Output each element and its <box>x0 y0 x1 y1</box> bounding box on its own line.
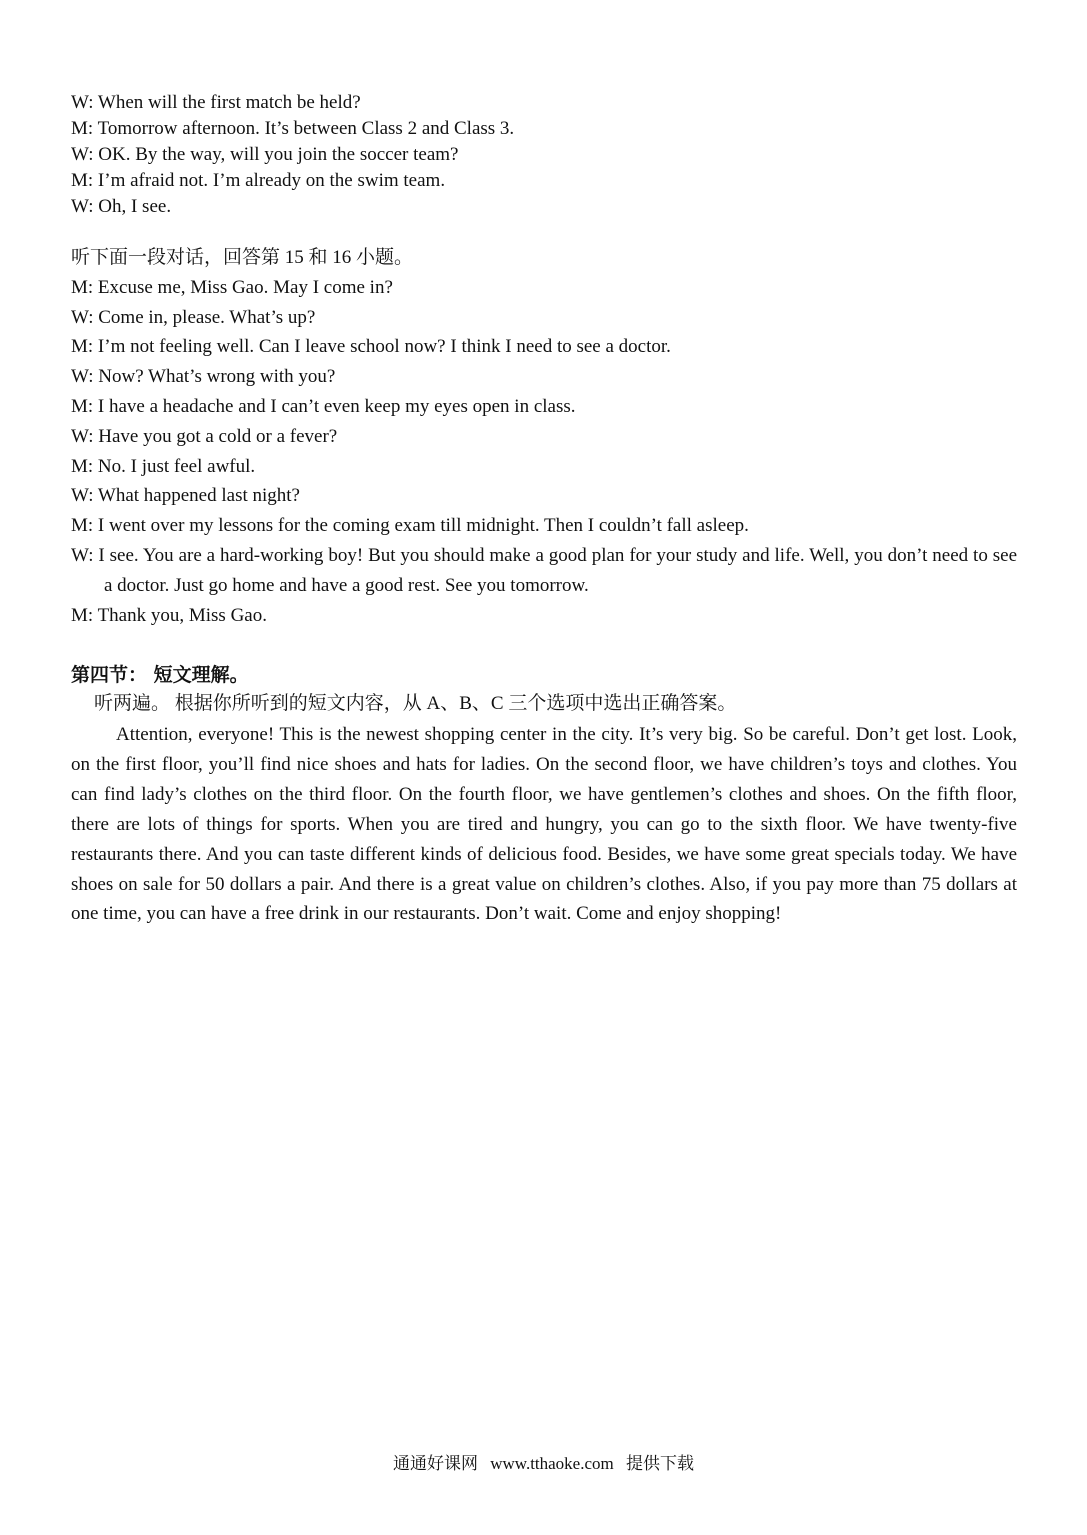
dialogue-section-1 <box>71 90 1017 220</box>
dialogue-line: W: Now? What’s wrong with you? <box>71 366 336 388</box>
dialogue-line: W: Come in, please. What’s up? <box>71 306 316 328</box>
listening-passage: Attention, everyone! This is the newest shopping center in the city. It’s very big. So be careful. Don’t get lost. Look, on the first floor, you’ll find nice shoes and hats for ladies. On the second floor, we have children’s toys and clothes. You can find lady’s clothes on the third floor. On the fourth floor, we have gentlemen’s clothes and shoes. On the fifth floor, there are lots of things for sports. When you are tired and hungry, you can go to the sixth floor. We have twenty-five restaurants there. And you can taste different kinds of delicious food. Besides, we have some great specials today. We have shoes on sale for 50 dollars a pair. And there is a great value on children’s clothes. Also, if you pay more than 75 dollars at one time, you can have a free drink in our restaurants. Don’t wait. Come and enjoy shopping! <box>71 724 1017 925</box>
page-footer <box>0 1452 1087 1476</box>
section-four-title: 第四节： 短文理解。 <box>71 664 249 686</box>
dialogue-line: M: Excuse me, Miss Gao. May I come in? <box>71 276 393 298</box>
dialogue-line: M: I’m not feeling well. Can I leave school now? I think I need to see a doctor. <box>71 336 671 358</box>
footer-download-text: 提供下载 <box>626 1454 695 1473</box>
section-four-instruction: 听两遍。 根据你所听到的短文内容，从 A、B、C 三个选项中选出正确答案。 <box>94 693 737 714</box>
dialogue-line: W: Oh, I see. <box>71 196 172 217</box>
dialogue-line: W: Have you got a cold or a fever? <box>71 425 338 447</box>
dialogue-line: M: Thank you, Miss Gao. <box>71 604 267 626</box>
dialogue-line: M: I went over my lessons for the coming exam till midnight. Then I couldn’t fall asleep. <box>71 515 749 537</box>
dialogue-heading: 听下面一段对话，回答第 15 和 16 小题。 <box>71 247 414 268</box>
dialogue-line: M: I’m afraid not. I’m already on the swim team. <box>71 170 446 191</box>
dialogue-line: W: When will the first match be held? <box>71 92 361 113</box>
dialogue-line: M: Tomorrow afternoon. It’s between Class 2 and Class 3. <box>71 118 515 139</box>
dialogue-line: W: What happened last night? <box>71 485 300 507</box>
dialogue-section-2 <box>71 243 1017 630</box>
dialogue-line: M: No. I just feel awful. <box>71 455 256 477</box>
footer-url: www.tthaoke.com <box>490 1454 614 1473</box>
footer-site-name: 通通好课网 <box>392 1454 478 1473</box>
dialogue-line: W: OK. By the way, will you join the soccer team? <box>71 144 459 165</box>
dialogue-line: W: I see. You are a hard-working boy! But you should make a good plan for your study and life. Well, you don’t need to see a doctor. Just go home and have a good rest. See you tomorrow. <box>71 544 1017 596</box>
dialogue-line: M: I have a headache and I can’t even keep my eyes open in class. <box>71 395 576 417</box>
